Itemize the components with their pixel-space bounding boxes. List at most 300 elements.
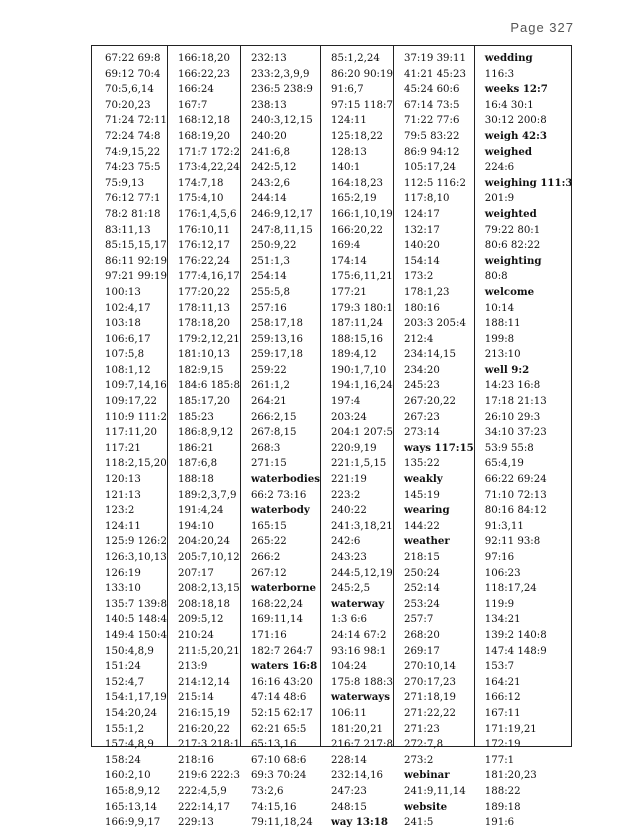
index-entry: 169:11,14	[250, 614, 303, 626]
index-entry: 175:8 188:3	[331, 676, 393, 688]
index-entry: 120:13	[105, 474, 141, 486]
index-entry: 271:22,22	[403, 707, 457, 719]
index-entry: 157:4,8,9	[105, 739, 154, 751]
index-entry: 270:17,23	[403, 676, 457, 688]
index-entry: 152:4,7	[105, 676, 145, 688]
index-entry: 248:15	[331, 801, 367, 813]
index-headword: waterborne	[250, 582, 317, 595]
index-entry: 203:24	[331, 411, 367, 423]
index-entry: 232:13	[250, 53, 287, 64]
word-index-table	[91, 45, 573, 829]
index-headword: weather	[403, 535, 450, 548]
index-entry: 241:6,8	[250, 146, 291, 158]
index-entry: 171:7 172:2	[177, 146, 240, 158]
index-entry: 257:7	[403, 614, 434, 626]
index-entry: 267:8,15	[250, 427, 297, 439]
index-entry: 181:10,13	[177, 349, 231, 361]
index-entry: 175:6,11,21	[331, 271, 393, 283]
index-entry: 180:16	[403, 302, 440, 314]
index-entry: 135:7 139:8	[105, 598, 167, 610]
index-entry: 135:22	[403, 458, 440, 470]
index-entry: 178:11,13	[177, 302, 231, 314]
index-entry: 140:1	[331, 162, 361, 174]
index-entry: 26:10 29:3	[484, 411, 541, 423]
index-entry: 107:5,8	[105, 349, 145, 361]
index-entry: 222:14,17	[177, 801, 231, 813]
index-entry: 140:20	[403, 240, 440, 252]
index-entry: 178:1,23	[403, 286, 450, 298]
index-entry: 16:4 30:1	[484, 99, 534, 111]
index-headword: welcome	[484, 285, 535, 298]
index-column-5	[393, 46, 474, 829]
index-entry: 124:11	[105, 520, 141, 532]
index-entry: 218:15	[403, 552, 440, 563]
index-entry: 174:7,18	[177, 177, 224, 189]
index-entry: 24:14 67:2	[331, 629, 387, 641]
index-entry: 172:19	[484, 739, 521, 751]
index-entry: 178:18,20	[177, 318, 231, 330]
index-entry: 247:8,11,15	[250, 224, 313, 236]
index-entry: 91:6,7	[331, 84, 364, 96]
index-entry: 110:9 111:2	[105, 411, 167, 423]
index-entry: 97:16	[484, 552, 515, 563]
index-entry: 201:9	[484, 193, 515, 205]
index-entry: 188:11	[484, 318, 521, 330]
index-entry: 52:15 62:17	[250, 707, 313, 719]
index-entry: 251:1,3	[250, 255, 291, 267]
index-entry: 194:10	[177, 520, 214, 532]
index-headword: weakly	[403, 473, 443, 486]
index-entry: 71:24 72:11	[105, 115, 167, 127]
index-entry: 71:22 77:6	[403, 115, 460, 127]
index-entry: 210:24	[177, 629, 214, 641]
index-headword: wearing	[403, 504, 450, 517]
index-headword: waterways	[331, 691, 390, 704]
index-entry: 17:18 21:13	[484, 396, 547, 408]
index-entry: 216:7 217:8	[331, 739, 393, 751]
index-entry: 244:5,12,19	[331, 567, 393, 579]
index-entry: 214:12,14	[177, 676, 231, 688]
index-entry: 240:22	[331, 505, 367, 517]
index-entry: 14:23 16:8	[484, 380, 541, 392]
index-entry: 190:1,7,10	[331, 364, 387, 376]
index-entry: 187:6,8	[177, 458, 218, 470]
index-entry: 66:22 69:24	[484, 474, 547, 486]
index-entry: 174:14	[331, 255, 367, 267]
index-entry: 91:3,11	[484, 520, 524, 532]
index-headword: webinar	[403, 769, 450, 782]
index-entry: 176:1,4,5,6	[177, 208, 237, 220]
index-entry: 119:9	[484, 598, 515, 610]
index-entry: 166:24	[177, 84, 214, 96]
index-entry: 125:9 126:2	[105, 536, 167, 548]
index-entry: 273:14	[403, 427, 440, 439]
index-entry: 67:10 68:6	[250, 754, 307, 766]
index-entry: 218:16	[177, 754, 214, 766]
index-entry: 215:14	[177, 692, 214, 704]
index-entry: 62:21 65:5	[250, 723, 307, 735]
index-entry: 209:5,12	[177, 614, 224, 626]
index-entry: 93:16 98:1	[331, 645, 387, 657]
index-entry: 65:4,19	[484, 458, 524, 470]
index-entry: 67:22 69:8	[105, 53, 161, 64]
index-entry: 106:11	[331, 707, 367, 719]
index-entry: 74:9,15,22	[105, 146, 161, 158]
index-entry: 241:9,11,14	[403, 785, 466, 797]
index-entry: 243:23	[331, 552, 367, 563]
index-entry: 216:15,19	[177, 707, 231, 719]
index-entry: 265:22	[250, 536, 287, 548]
index-entry: 69:3 70:24	[250, 770, 307, 782]
index-entry: 69:12 70:4	[105, 68, 161, 80]
index-entry: 169:4	[331, 240, 361, 252]
index-entry: 217:3 218:1	[177, 739, 240, 751]
index-entry: 154:20,24	[105, 707, 158, 719]
index-entry: 208:18,18	[177, 598, 231, 610]
index-headword: waterbody	[250, 504, 310, 517]
index-entry: 74:15,16	[250, 801, 297, 813]
index-entry: 134:21	[484, 614, 521, 626]
index-entry: 270:10,14	[403, 661, 457, 673]
index-entry: 171:19,21	[484, 723, 537, 735]
index-entry: 45:24 60:6	[403, 84, 460, 96]
index-entry: 254:14	[250, 271, 287, 283]
index-entry: 75:9,13	[105, 177, 145, 189]
index-entry: 173:4,22,24	[177, 162, 240, 174]
index-entry: 106:6,17	[105, 333, 151, 345]
index-entry: 267:23	[403, 411, 440, 423]
index-entry: 168:22,24	[250, 598, 303, 610]
page-number: Page 327	[510, 20, 574, 35]
index-headword: weighing 111:3	[484, 176, 573, 189]
index-entry: 153:7	[484, 661, 515, 673]
index-entry: 179:3 180:1	[331, 302, 393, 314]
index-entry: 185:17,20	[177, 396, 231, 408]
index-entry: 133:10	[105, 583, 141, 595]
index-entry: 10:14	[484, 302, 515, 314]
index-entry: 203:3 205:4	[403, 318, 466, 330]
index-entry: 264:21	[250, 396, 287, 408]
index-entry: 108:1,12	[105, 364, 151, 376]
index-entry: 167:11	[484, 707, 521, 719]
index-entry: 126:3,10,13	[105, 552, 167, 563]
index-entry: 241:3,18,21	[331, 520, 393, 532]
index-entry: 173:2	[403, 271, 434, 283]
index-entry: 154:14	[403, 255, 440, 267]
index-entry: 199:8	[484, 333, 515, 345]
index-headword: weighed	[484, 145, 533, 158]
index-entry: 261:1,2	[250, 380, 291, 392]
index-entry: 104:24	[331, 661, 367, 673]
index-entry: 80:16 84:12	[484, 505, 547, 517]
index-entry: 240:20	[250, 130, 287, 142]
index-entry: 255:5,8	[250, 286, 291, 298]
index-entry: 80:8	[484, 271, 508, 283]
index-entry: 189:18	[484, 801, 521, 813]
index-entry: 188:18	[177, 474, 214, 486]
index-entry: 189:2,3,7,9	[177, 489, 237, 501]
index-entry: 257:16	[250, 302, 287, 314]
index-entry: 259:22	[250, 364, 287, 376]
index-entry: 182:9,15	[177, 364, 224, 376]
index-column-2	[167, 46, 240, 829]
index-entry: 41:21 45:23	[403, 68, 466, 80]
index-entry: 207:17	[177, 567, 214, 579]
index-entry: 234:20	[403, 364, 440, 376]
index-entry: 70:20,23	[105, 99, 151, 111]
index-entry: 166:12	[484, 692, 521, 704]
index-entry: 272:7,8	[403, 739, 444, 751]
index-entry: 34:10 37:23	[484, 427, 547, 439]
index-entry: 188:22	[484, 785, 521, 797]
index-entry: 118:2,15,20	[105, 458, 167, 470]
index-entry: 208:2,13,15	[177, 583, 240, 595]
index-entry: 166:22,23	[177, 68, 231, 80]
index-entry: 71:10 72:13	[484, 489, 547, 501]
index-entry: 79:5 83:22	[403, 130, 460, 142]
index-entry: 106:23	[484, 567, 521, 579]
index-entry: 121:13	[105, 489, 141, 501]
index-entry: 167:7	[177, 99, 208, 111]
index-entry: 117:8,10	[403, 193, 450, 205]
index-entry: 165:15	[250, 520, 287, 532]
index-entry: 197:4	[331, 396, 361, 408]
index-entry: 74:23 75:5	[105, 162, 161, 174]
index-entry: 171:16	[250, 629, 287, 641]
index-entry: 221:19	[331, 474, 367, 486]
index-entry: 223:2	[331, 489, 361, 501]
index-entry: 236:5 238:9	[250, 84, 313, 96]
index-entry: 253:24	[403, 598, 440, 610]
index-headword: way 13:18	[331, 816, 388, 829]
index-entry: 191:4,24	[177, 505, 224, 517]
index-entry: 242:6	[331, 536, 361, 548]
index-entry: 177:4,16,17	[177, 271, 240, 283]
index-entry: 204:1 207:5	[331, 427, 393, 439]
index-column-1	[92, 46, 167, 829]
index-headword: well 9:2	[484, 363, 530, 376]
index-entry: 116:3	[484, 68, 515, 80]
index-entry: 123:2	[105, 505, 135, 517]
index-entry: 164:21	[484, 676, 521, 688]
index-entry: 80:6 82:22	[484, 240, 541, 252]
index-entry: 97:21 99:19	[105, 271, 167, 283]
index-entry: 92:11 93:8	[484, 536, 541, 548]
index-entry: 259:13,16	[250, 333, 303, 345]
index-entry: 66:2 73:16	[250, 489, 307, 501]
index-entry: 271:23	[403, 723, 440, 735]
index-entry: 189:4,12	[331, 349, 377, 361]
index-entry: 65:13,16	[250, 739, 297, 751]
index-entry: 268:3	[250, 442, 281, 454]
index-entry: 211:5,20,21	[177, 645, 240, 657]
index-entry: 160:2,10	[105, 770, 151, 782]
index-entry: 242:5,12	[250, 162, 297, 174]
index-entry: 47:14 48:6	[250, 692, 307, 704]
index-entry: 229:13	[177, 817, 214, 829]
index-entry: 103:18	[105, 318, 141, 330]
index-entry: 232:14,16	[331, 770, 384, 782]
index-headword: wedding	[484, 52, 533, 64]
index-entry: 188:15,16	[331, 333, 384, 345]
index-entry: 140:5 148:4	[105, 614, 167, 626]
index-entry: 273:2	[403, 754, 434, 766]
index-entry: 102:4,17	[105, 302, 151, 314]
index-entry: 176:12,17	[177, 240, 231, 252]
index-entry: 154:1,17,19	[105, 692, 167, 704]
index-entry: 212:4	[403, 333, 434, 345]
index-entry: 72:24 74:8	[105, 130, 161, 142]
index-entry: 158:24	[105, 754, 141, 766]
index-entry: 266:2	[250, 552, 281, 563]
index-entry: 70:5,6,14	[105, 84, 154, 96]
index-entry: 86:9 94:12	[403, 146, 460, 158]
index-entry: 30:12 200:8	[484, 115, 547, 127]
index-entry: 109:7,14,16	[105, 380, 167, 392]
index-headword: waters 16:8	[250, 660, 318, 673]
index-entry: 181:20,23	[484, 770, 537, 782]
index-entry: 252:14	[403, 583, 440, 595]
index-entry: 258:17,18	[250, 318, 303, 330]
index-entry: 179:2,12,21	[177, 333, 240, 345]
index-headword: weighting	[484, 254, 542, 267]
index-entry: 125:18,22	[331, 130, 384, 142]
index-entry: 234:14,15	[403, 349, 457, 361]
index-entry: 117:11,20	[105, 427, 158, 439]
index-headword: website	[403, 800, 448, 813]
index-entry: 117:21	[105, 442, 141, 454]
index-headword: weeks 12:7	[484, 83, 548, 96]
index-entry: 250:9,22	[250, 240, 297, 252]
index-entry: 166:20,22	[331, 224, 384, 236]
index-headword: weigh 42:3	[484, 129, 547, 142]
index-entry: 238:13	[250, 99, 287, 111]
index-entry: 144:22	[403, 520, 440, 532]
index-headword: ways 117:15	[403, 441, 474, 454]
index-entry: 246:9,12,17	[250, 208, 313, 220]
index-entry: 86:11 92:19	[105, 255, 167, 267]
index-entry: 186:8,9,12	[177, 427, 234, 439]
index-entry: 97:15 118:7	[331, 99, 393, 111]
index-entry: 176:10,11	[177, 224, 231, 236]
index-entry: 118:17,24	[484, 583, 537, 595]
index-entry: 216:20,22	[177, 723, 231, 735]
index-entry: 79:22 80:1	[484, 224, 541, 236]
index-entry: 191:6	[484, 817, 515, 829]
index-entry: 247:23	[331, 785, 367, 797]
index-headword: waterway	[331, 597, 385, 610]
index-entry: 259:17,18	[250, 349, 303, 361]
index-entry: 150:4,8,9	[105, 645, 154, 657]
index-entry: 37:19 39:11	[403, 53, 466, 64]
index-column-6	[474, 46, 573, 829]
index-entry: 271:18,19	[403, 692, 457, 704]
index-entry: 126:19	[105, 567, 141, 579]
index-entry: 213:9	[177, 661, 208, 673]
index-entry: 224:6	[484, 162, 515, 174]
index-entry: 83:11,13	[105, 224, 151, 236]
index-entry: 250:24	[403, 567, 440, 579]
index-entry: 219:6 222:3	[177, 770, 240, 782]
index-entry: 228:14	[331, 754, 367, 766]
index-headword: weighted	[484, 207, 537, 220]
index-entry: 78:2 81:18	[105, 208, 161, 220]
index-entry: 168:12,18	[177, 115, 231, 127]
index-entry: 16:16 43:20	[250, 676, 313, 688]
index-entry: 155:1,2	[105, 723, 145, 735]
index-entry: 177:1	[484, 754, 515, 766]
index-headword: waterbodies	[250, 473, 320, 486]
index-entry: 1:3 6:6	[331, 614, 368, 626]
index-entry: 124:17	[403, 208, 440, 220]
index-entry: 182:7 264:7	[250, 645, 313, 657]
index-entry: 76:12 77:1	[105, 193, 161, 205]
index-entry: 112:5 116:2	[403, 177, 466, 189]
index-entry: 100:13	[105, 286, 141, 298]
index-entry: 176:22,24	[177, 255, 231, 267]
index-entry: 267:12	[250, 567, 287, 579]
index-entry: 147:4 148:9	[484, 645, 547, 657]
index-entry: 243:2,6	[250, 177, 291, 189]
index-entry: 213:10	[484, 349, 521, 361]
index-entry: 79:11,18,24	[250, 817, 313, 829]
index-column-4	[320, 46, 393, 829]
index-entry: 245:23	[403, 380, 440, 392]
index-entry: 73:2,6	[250, 785, 284, 797]
index-entry: 105:17,24	[403, 162, 457, 174]
index-entry: 269:17	[403, 645, 440, 657]
index-entry: 165:13,14	[105, 801, 158, 813]
index-entry: 85:1,2,24	[331, 53, 380, 64]
index-entry: 177:20,22	[177, 286, 231, 298]
index-entry: 184:6 185:8	[177, 380, 240, 392]
index-entry: 245:2,5	[331, 583, 371, 595]
index-entry: 67:14 73:5	[403, 99, 460, 111]
index-entry: 132:17	[403, 224, 440, 236]
index-entry: 181:20,21	[331, 723, 384, 735]
index-entry: 244:14	[250, 193, 287, 205]
index-entry: 53:9 55:8	[484, 442, 534, 454]
index-entry: 185:23	[177, 411, 214, 423]
index-entry: 166:9,9,17	[105, 817, 161, 829]
index-entry: 139:2 140:8	[484, 629, 547, 641]
index-entry: 221:1,5,15	[331, 458, 387, 470]
index-entry: 187:11,24	[331, 318, 384, 330]
index-entry: 168:19,20	[177, 130, 231, 142]
index-entry: 240:3,12,15	[250, 115, 313, 127]
index-entry: 222:4,5,9	[177, 785, 227, 797]
index-entry: 177:21	[331, 286, 367, 298]
index-entry: 151:24	[105, 661, 141, 673]
index-entry: 194:1,16,24	[331, 380, 393, 392]
index-entry: 204:20,24	[177, 536, 231, 548]
index-entry: 128:13	[331, 146, 367, 158]
index-entry: 149:4 150:4	[105, 629, 167, 641]
index-column-3	[240, 46, 320, 829]
index-entry: 145:19	[403, 489, 440, 501]
index-entry: 271:15	[250, 458, 287, 470]
index-entry: 268:20	[403, 629, 440, 641]
index-entry: 166:1,10,19	[331, 208, 393, 220]
index-entry: 175:4,10	[177, 193, 224, 205]
index-entry: 166:18,20	[177, 53, 231, 64]
index-entry: 266:2,15	[250, 411, 297, 423]
index-entry: 165:8,9,12	[105, 785, 161, 797]
index-entry: 124:11	[331, 115, 367, 127]
index-entry: 165:2,19	[331, 193, 377, 205]
index-entry: 233:2,3,9,9	[250, 68, 310, 80]
index-entry: 164:18,23	[331, 177, 384, 189]
